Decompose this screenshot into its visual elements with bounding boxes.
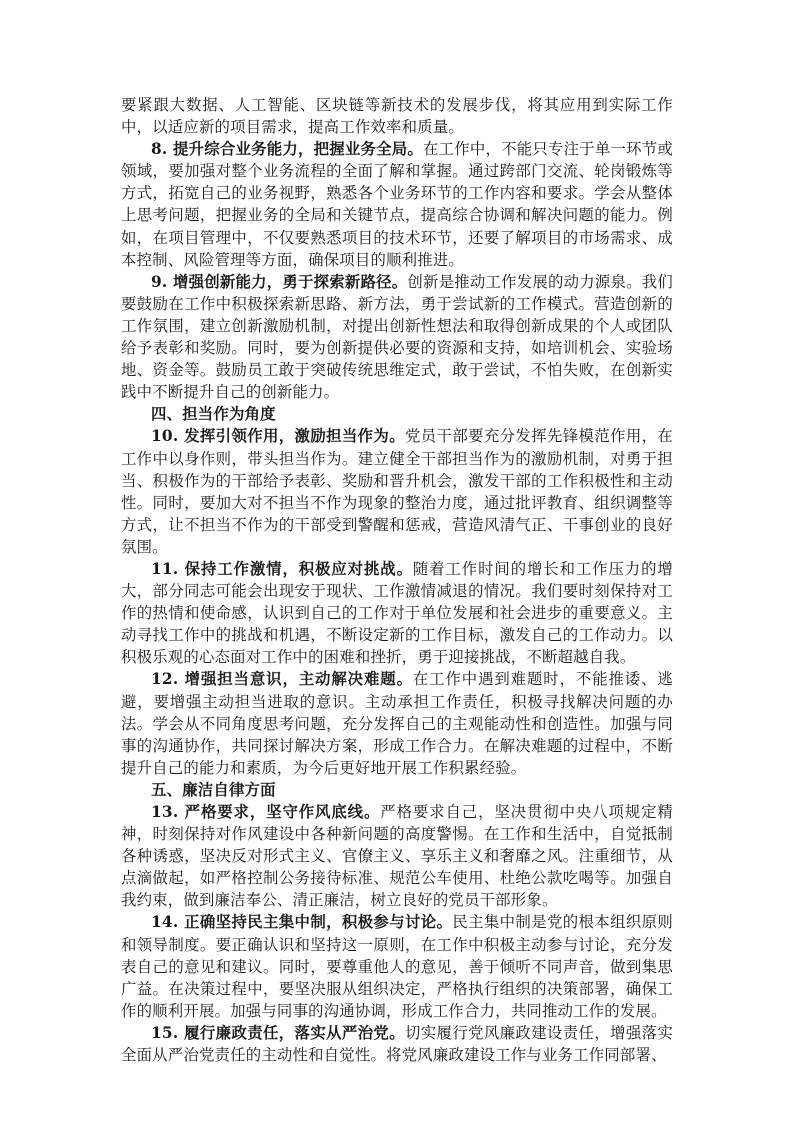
document-body [121,94,673,1066]
paragraph-item-15 [121,1022,673,1066]
item-text: 创新是推动工作发展的动力源泉。我们要鼓励在工作中积极探索新思路、新方法，勇于尝试新的工作模式。营造创新的工作氛围，建立创新激励机制，对提出创新性想法和取得创新成果的个人或团队给予表彰和奖励。同时，要为创新提供必要的资源和支持，如培训机会、实验场地、资金等。鼓励员工敢于突破传统思维定式，敢于尝试，不怕失败，在创新实践中不断提升自己的创新能力。 [121,272,673,402]
paragraph-item-14 [121,911,673,1021]
item-heading: 9. 增强创新能力，勇于探索新路径。 [151,272,408,291]
item-heading: 13. 严格要求，坚守作风底线。 [151,803,381,821]
item-heading: 12. 增强担当意识，主动解决难题。 [151,670,413,689]
item-heading: 11. 保持工作激情，积极应对挑战。 [151,559,413,578]
item-heading: 14. 正确坚持民主集中制，积极参与讨论。 [151,913,453,932]
paragraph-text: 要紧跟大数据、人工智能、区块链等新技术的发展步伐，将其应用到实际工作中，以适应新的项目需求，提高工作效率和质量。 [121,96,673,137]
paragraph-item-10 [121,425,673,558]
paragraph-continuation [121,94,673,138]
paragraph-item-11 [121,558,673,668]
item-text: 严格要求自己，坚决贯彻中央八项规定精神，时刻保持对作风建设中各种新问题的高度警惕。在工作和生活中，自觉抵制各种诱惑，坚决反对形式主义、官僚主义、享乐主义和奢靡之风。注重细节，从点滴做起，如严格控制公务接待标准、规范公车使用、杜绝公款吃喝等。加强自我约束，做到廉洁奉公、清正廉洁，树立良好的党员干部形象。 [121,803,673,910]
item-text: 在工作中，不能只专注于单一环节或领域，要加强对整个业务流程的全面了解和掌握。通过跨部门交流、轮岗锻炼等方式，拓宽自己的业务视野，熟悉各个业务环节的工作内容和要求。学会从整体上思考问题，把握业务的全局和关键节点，提高综合协调和解决问题的能力。例如，在项目管理中，不仅要熟悉项目的技术环节，还要了解项目的市场需求、成本控制、风险管理等方面，确保项目的顺利推进。 [121,140,673,269]
paragraph-item-9 [121,271,673,404]
item-text: 随着工作时间的增长和工作压力的增大，部分同志可能会出现安于现状、工作激情减退的情况。我们要时刻保持对工作的热情和使命感，认识到自己的工作对于单位发展和社会进步的重要意义。主动寻找工作中的挑战和机遇，不断设定新的工作目标，激发自己的工作动力。以积极乐观的心态面对工作中的困难和挫折，勇于迎接挑战，不断超越自我。 [121,559,673,667]
paragraph-item-13 [121,801,673,911]
item-heading: 8. 提升综合业务能力，把握业务全局。 [151,140,424,159]
item-text: 切实履行党风廉政建设责任，增强落实全面从严治党责任的主动性和自觉性。将党风廉政建设工作与业务工作同部署、 [121,1023,674,1065]
section-heading-4: 四、担当作为角度 [151,405,276,424]
paragraph-item-12 [121,668,673,778]
item-heading: 10. 发挥引领作用，激励担当作为。 [151,427,405,446]
paragraph-item-8 [121,138,673,271]
section-heading-5: 五、廉洁自律方面 [151,780,276,799]
item-text: 民主集中制是党的根本组织原则和领导制度。要正确认识和坚持这一原则，在工作中积极主动参与讨论，充分发表自己的意见和建议。同时，要尊重他人的意见，善于倾听不同声音，做到集思广益。在决策过程中，要坚决服从组织决定，严格执行组织的决策部署，确保工作的顺利开展。加强与同事的沟通协调，形成工作合力，共同推动工作的发展。 [121,913,673,1020]
item-text: 在工作中遇到难题时，不能推诿、逃避，要增强主动担当进取的意识。主动承担工作责任，积极寻找解决问题的办法。学会从不同角度思考问题，充分发挥自己的主观能动性和创造性。加强与同事的沟通协作，共同探讨解决方案，形成工作合力。在解决难题的过程中，不断提升自己的能力和素质，为今后更好地开展工作积累经验。 [121,670,673,777]
item-heading: 15. 履行廉政责任，落实从严治党。 [151,1023,405,1042]
item-text: 党员干部要充分发挥先锋模范作用，在工作中以身作则，带头担当作为。建立健全干部担当作为的激励机制，对勇于担当、积极作为的干部给予表彰、奖励和晋升机会，激发干部的工作积极性和主动性。同时，要加大对不担当不作为现象的整治力度，通过批评教育、组织调整等方式，让不担当不作为的干部受到警醒和惩戒，营造风清气正、干事创业的良好氛围。 [121,427,674,556]
